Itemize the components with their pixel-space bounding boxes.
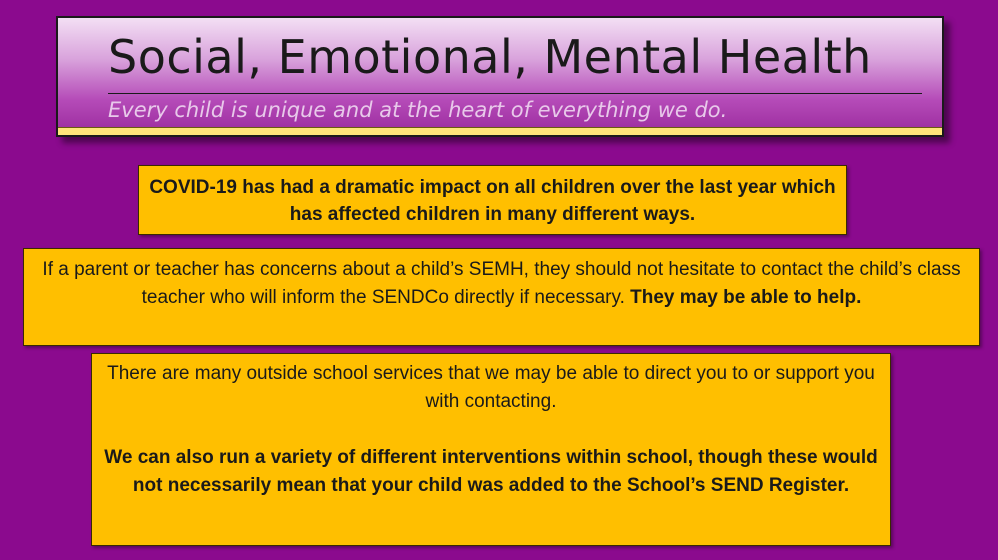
concerns-text: If a parent or teacher has concerns about a child’s SEMH, they should not hesitate to contact the child’s class teacher who will inform the SENDCo directly if necessary.	[42, 259, 961, 308]
services-box	[91, 353, 891, 546]
concerns-box	[23, 248, 980, 346]
interventions-paragraph: We can also run a variety of different interventions within school, though these would not necessarily mean that your child was added to the School’s SEND Register.	[104, 447, 878, 496]
covid-impact-text: COVID-19 has had a dramatic impact on all children over the last year which has affected children in many different ways.	[149, 177, 836, 225]
services-paragraph: There are many outside school services that we may be able to direct you to or support you with contacting.	[107, 363, 875, 412]
paragraph-spacer	[102, 416, 880, 444]
page-subtitle: Every child is unique and at the heart of everything we do.	[108, 98, 728, 122]
banner-gold-strip	[58, 127, 942, 135]
page-title: Social, Emotional, Mental Health	[108, 30, 872, 84]
title-underline	[108, 93, 922, 94]
title-banner	[56, 16, 944, 137]
concerns-emphasis: They may be able to help.	[630, 287, 862, 308]
covid-impact-box	[138, 165, 847, 235]
